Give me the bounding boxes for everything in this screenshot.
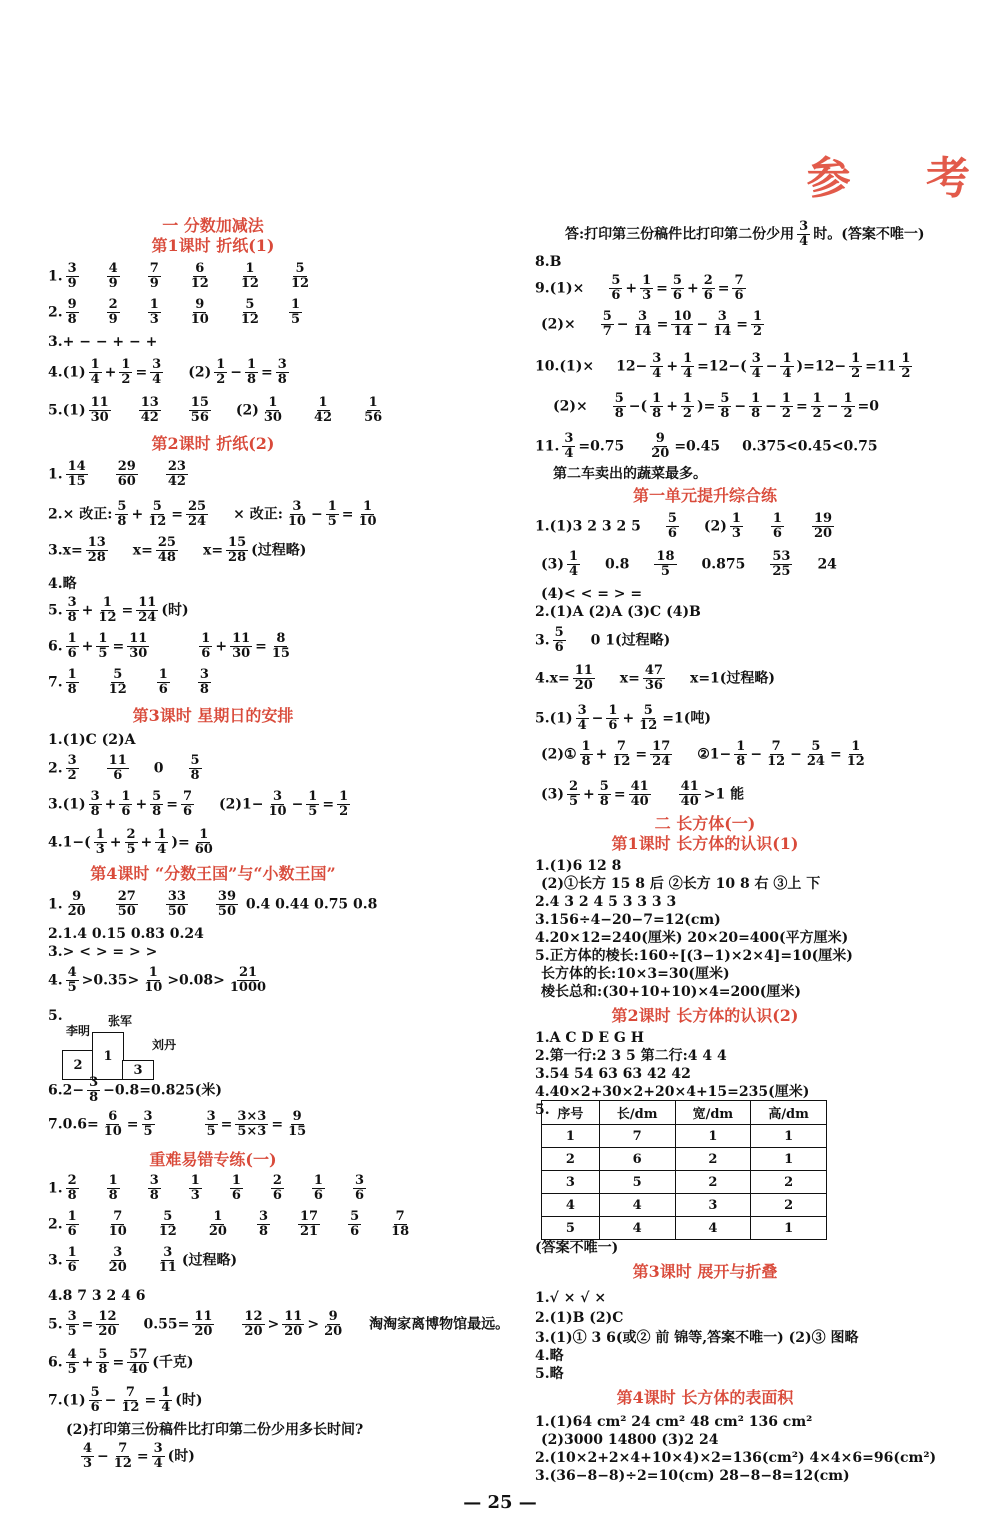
table-cell: 1 — [751, 1217, 827, 1240]
r-review-q2: 2.(1)A (2)A (3)C (4)B — [535, 604, 701, 620]
dimension-table — [541, 1100, 827, 1240]
l3-q3: 3.(1) $\frac{3}{8}$ + $\frac{1}{6}$ + $\frac{5}{8}$ = $\frac{7}{6}$ (2)1− $\frac{3}{10}$ − $\frac{1}{5}$ = $\frac{1}{2}$ — [48, 789, 349, 819]
c1-title: 第1课时 长方体的认识(1) — [611, 834, 799, 853]
drill-q7: 7.(1) $\frac{5}{6}$ − $\frac{7}{12}$ = $\frac{1}{4}$ (时) — [48, 1385, 203, 1415]
l2-q7: 7. $\frac{1}{8}$ $\frac{5}{12}$ $\frac{1}{6}$ $\frac{3}{8}$ — [48, 667, 209, 697]
table-cell: 1 — [675, 1125, 751, 1148]
page-number: — 25 — — [463, 1492, 537, 1513]
c2-title: 第2课时 长方体的认识(2) — [611, 1006, 799, 1025]
r-review-q5-2: (2)① $\frac{1}{8}$ + $\frac{7}{12}$ = $\frac{17}{24}$ ②1− $\frac{1}{8}$ − $\frac{7}{12}$ − $\frac{5}{24}$ = $\frac{1}{12}$ — [541, 739, 865, 769]
lesson2-title: 第2课时 折纸(2) — [151, 434, 275, 453]
podium-box: 1 — [92, 1032, 124, 1080]
l1-q2: 2. $\frac{9}{8}$ $\frac{2}{9}$ $\frac{1}{3}$ $\frac{9}{10}$ $\frac{5}{12}$ $\frac{1}{5}$ — [48, 297, 300, 327]
c4-q1: 1.(1)64 cm² 24 cm² 48 cm² 136 cm² — [535, 1414, 813, 1430]
table-cell: 4 — [675, 1217, 751, 1240]
table-cell: 2 — [675, 1148, 751, 1171]
l1-q1: 1. $\frac{3}{9}$ $\frac{4}{9}$ $\frac{7}{9}$ $\frac{6}{12}$ $\frac{1}{12}$ $\frac{5}{12}$ — [48, 261, 310, 291]
drill-q2: 2. $\frac{1}{6}$ $\frac{7}{10}$ $\frac{5}{12}$ $\frac{1}{20}$ $\frac{3}{8}$ $\frac{17}{21}$ $\frac{5}{6}$ $\frac{7}{18}$ — [48, 1209, 410, 1239]
l2-q1: 1. $\frac{14}{15}$ $\frac{29}{60}$ $\frac{23}{42}$ — [48, 459, 186, 489]
table-row — [542, 1125, 827, 1148]
c1-q5b: 长方体的长:10×3=30(厘米) — [541, 966, 730, 982]
table-header-row — [542, 1101, 827, 1125]
table-row — [542, 1148, 827, 1171]
drill-q7-2-calc: $\frac{4}{3}$ − $\frac{7}{12}$ = $\frac{3}{4}$ (时) — [83, 1441, 195, 1471]
r-review-q1-3: (3) $\frac{1}{4}$ 0.8 $\frac{18}{5}$ 0.875 $\frac{53}{25}$ 24 — [541, 549, 837, 579]
lesson1-title: 第1课时 折纸(1) — [151, 236, 275, 255]
r-review-q1-1: 1.(1)3 2 3 2 5 $\frac{5}{6}$ (2) $\frac{1}{3}$ $\frac{1}{6}$ $\frac{19}{20}$ — [535, 511, 833, 541]
c2-q4: 4.40×2+30×2+20×4+15=235(厘米) — [535, 1084, 810, 1100]
c1-q4: 4.20×12=240(厘米) 20×20=400(平方厘米) — [535, 930, 849, 946]
c2-q3: 3.54 54 63 63 42 42 — [535, 1066, 691, 1082]
c4-q3: 3.(36−8−8)÷2=10(cm) 28−8−8=12(cm) — [535, 1468, 850, 1484]
name-label: 李明 — [66, 1024, 91, 1038]
table-cell: 3 — [675, 1194, 751, 1217]
table-header: 宽/dm — [675, 1101, 751, 1125]
table-header: 高/dm — [751, 1101, 827, 1125]
l2-q4: 4.略 — [48, 576, 77, 592]
lesson4-title: 第4课时 “分数王国”与“小数王国” — [90, 864, 336, 883]
lesson3-title: 第3课时 星期日的安排 — [132, 706, 294, 725]
c3-q3: 3.(1)① 3 6(或② 前 锦等,答案不唯一) (2)③ 图略 — [535, 1330, 859, 1346]
l2-q3: 3.x= $\frac{13}{28}$ x= $\frac{25}{48}$ x= $\frac{15}{28}$ (过程略) — [48, 535, 307, 565]
podium-box: 3 — [122, 1060, 154, 1080]
r-review-q5-3: (3) $\frac{2}{5}$ + $\frac{5}{8}$ = $\frac{41}{40}$ $\frac{41}{40}$ >1 能 — [541, 779, 745, 809]
table-cell: 4 — [599, 1194, 675, 1217]
table-cell: 6 — [599, 1148, 675, 1171]
table-cell: 1 — [751, 1148, 827, 1171]
c1-q2: 2.4 3 2 4 5 3 3 3 3 — [535, 894, 677, 910]
l4-q6: 6.2− $\frac{3}{8}$ −0.8=0.825(米) — [48, 1075, 223, 1105]
table-cell: 1 — [542, 1125, 600, 1148]
r-q8: 8.B — [535, 254, 562, 270]
l1-q3: 3.+ − − + − + — [48, 334, 158, 350]
c2-q1: 1.A C D E G H — [535, 1030, 644, 1046]
page-banner: 参 考 — [806, 153, 1000, 204]
drill-title: 重难易错专练(一) — [149, 1150, 277, 1169]
c4-q2: 2.(10×2+2×4+10×4)×2=136(cm²) 4×4×6=96(cm²) — [535, 1450, 937, 1466]
l1-q4: 4.(1) $\frac{1}{4}$ + $\frac{1}{2}$ = $\frac{3}{4}$ (2) $\frac{1}{2}$ − $\frac{1}{8}$ = $\frac{3}{8}$ — [48, 357, 287, 387]
r-review-q5-1: 5.(1) $\frac{3}{4}$ − $\frac{1}{6}$ + $\frac{5}{12}$ =1(吨) — [535, 703, 711, 733]
l4-q4: 4. $\frac{4}{5}$ >0.35> $\frac{1}{10}$ >0.08> $\frac{21}{1000}$ — [48, 965, 267, 995]
l2-q5: 5. $\frac{3}{8}$ + $\frac{1}{12}$ = $\frac{11}{24}$ (时) — [48, 595, 189, 625]
review-title: 第一单元提升综合练 — [632, 486, 777, 505]
table-header: 序号 — [542, 1101, 600, 1125]
table-row — [542, 1194, 827, 1217]
r-review-q3: 3. $\frac{5}{6}$ 0 1(过程略) — [535, 625, 671, 655]
table-cell: 2 — [751, 1171, 827, 1194]
l3-q2: 2. $\frac{3}{2}$ $\frac{11}{6}$ 0 $\frac{5}{8}$ — [48, 753, 200, 783]
table-cell: 3 — [542, 1171, 600, 1194]
table-cell: 2 — [542, 1148, 600, 1171]
table-cell: 5 — [599, 1171, 675, 1194]
c3-q5: 5.略 — [535, 1366, 564, 1382]
c3-title: 第3课时 展开与折叠 — [632, 1262, 778, 1281]
c3-q4: 4.略 — [535, 1348, 564, 1364]
r-review-q1-4: (4)< < = > = — [541, 586, 643, 602]
r-q11-note: 第二车卖出的蔬菜最多。 — [553, 466, 707, 482]
table-cell: 4 — [599, 1217, 675, 1240]
drill-q5: 5. $\frac{3}{5}$ = $\frac{12}{20}$ 0.55= $\frac{11}{20}$ $\frac{12}{20}$ > $\frac{11}{20}$ > $\frac{9}{20}$ 淘淘家离博物馆最远。 — [48, 1309, 510, 1339]
r-q10-2: (2)× $\frac{5}{8}$ −( $\frac{1}{8}$ + $\frac{1}{2}$ )= $\frac{5}{8}$ − $\frac{1}{8}$ − $\frac{1}{2}$ = $\frac{1}{2}$ − $\frac{1}{2}$ =0 — [553, 391, 879, 421]
c1-q5a: 5.正方体的棱长:160÷[(3−1)×2×4]=10(厘米) — [535, 948, 853, 964]
l4-q1: 1. $\frac{9}{20}$ $\frac{27}{50}$ $\frac{33}{50}$ $\frac{39}{50}$ 0.4 0.44 0.75 0.8 — [48, 889, 378, 919]
drill-q6: 6. $\frac{4}{5}$ + $\frac{5}{8}$ = $\frac{57}{40}$ (千克) — [48, 1347, 194, 1377]
l3-q1: 1.(1)C (2)A — [48, 732, 136, 748]
r-top-answer: 答:打印第三份稿件比打印第二份少用 $\frac{3}{4}$ 时。(答案不唯一) — [565, 219, 925, 249]
l4-q7: 7.0.6= $\frac{6}{10}$ = $\frac{3}{5}$ $\frac{3}{5}$ = $\frac{3\times 3}{5\times 3}$ = $\frac{9}{15}$ — [48, 1109, 307, 1139]
r-q11: 11. $\frac{3}{4}$ =0.75 $\frac{9}{20}$ =0.45 0.375<0.45<0.75 — [535, 431, 878, 461]
table-cell: 2 — [751, 1194, 827, 1217]
table-cell: 2 — [675, 1171, 751, 1194]
podium-box: 2 — [62, 1050, 94, 1080]
drill-q7-2: (2)打印第三份稿件比打印第二份少用多长时间? — [66, 1422, 364, 1438]
table-row — [542, 1217, 827, 1240]
c4-q1b: (2)3000 14800 (3)2 24 — [541, 1432, 719, 1448]
table-row — [542, 1171, 827, 1194]
c4-title: 第4课时 长方体的表面积 — [616, 1388, 794, 1407]
l1-q5: 5.(1) $\frac{11}{30}$ $\frac{13}{42}$ $\frac{15}{56}$ (2) $\frac{1}{30}$ $\frac{1}{42}$ $\frac{1}{56}$ — [48, 395, 383, 425]
c2-q2: 2.第一行:2 3 5 第二行:4 4 4 — [535, 1048, 727, 1064]
r-q10-1: 10.(1)× 12− $\frac{3}{4}$ + $\frac{1}{4}$ =12−( $\frac{3}{4}$ − $\frac{1}{4}$ )=12− $\frac{1}{2}$ =11 $\frac{1}{2}$ — [535, 351, 911, 381]
r-q9-1: 9.(1)× $\frac{5}{6}$ + $\frac{1}{3}$ = $\frac{5}{6}$ + $\frac{2}{6}$ = $\frac{7}{6}$ — [535, 273, 744, 303]
c1-q1: 1.(1)6 12 8 — [535, 858, 622, 874]
unit1-title: 一 分数加减法 — [162, 216, 264, 235]
c1-q5c: 棱长总和:(30+10+10)×4=200(厘米) — [541, 984, 801, 1000]
table-cell: 1 — [751, 1125, 827, 1148]
l4-q5-label: 5. — [48, 1008, 63, 1024]
drill-q4: 4.8 7 3 2 4 6 — [48, 1288, 146, 1304]
table-cell: 7 — [599, 1125, 675, 1148]
l2-q6: 6. $\frac{1}{6}$ + $\frac{1}{5}$ = $\frac{11}{30}$ $\frac{1}{6}$ + $\frac{11}{30}$ = $\frac{8}{15}$ — [48, 631, 290, 661]
drill-q1: 1. $\frac{2}{8}$ $\frac{1}{8}$ $\frac{3}{8}$ $\frac{1}{3}$ $\frac{1}{6}$ $\frac{2}{6}$ $\frac{1}{6}$ $\frac{3}{6}$ — [48, 1173, 364, 1203]
drill-q3: 3. $\frac{1}{6}$ $\frac{3}{20}$ $\frac{3}{11}$ (过程略) — [48, 1245, 238, 1275]
r-q9-2: (2)× $\frac{5}{7}$ − $\frac{3}{14}$ = $\frac{10}{14}$ − $\frac{3}{14}$ = $\frac{1}{2}$ — [541, 309, 763, 339]
r-review-q4: 4.x= $\frac{11}{20}$ x= $\frac{47}{36}$ x=1(过程略) — [535, 663, 776, 693]
c1-q1b: (2)①长方 15 8 后 ②长方 10 8 右 ③上 下 — [541, 876, 821, 892]
name-label: 张军 — [108, 1014, 133, 1028]
l2-q2: 2.× 改正: $\frac{5}{8}$ + $\frac{5}{12}$ = $\frac{25}{24}$ × 改正: $\frac{3}{10}$ − $\frac{1}{5}$ = $\frac{1}{10}$ — [48, 499, 377, 529]
table-cell: 5 — [542, 1217, 600, 1240]
l4-q3: 3.> < > = > > — [48, 944, 158, 960]
c1-q3: 3.156÷4−20−7=12(cm) — [535, 912, 721, 928]
table-cell: 4 — [542, 1194, 600, 1217]
c3-q1: 1.√ × √ × — [535, 1290, 607, 1306]
c2-note: (答案不唯一) — [535, 1240, 619, 1256]
l4-q2: 2.1.4 0.15 0.83 0.24 — [48, 926, 204, 942]
c3-q2: 2.(1)B (2)C — [535, 1310, 624, 1326]
name-label: 刘丹 — [152, 1038, 177, 1052]
c2-q5: 5. — [535, 1102, 550, 1118]
l3-q4: 4.1−( $\frac{1}{3}$ + $\frac{2}{5}$ + $\frac{1}{4}$ )= $\frac{1}{60}$ — [48, 827, 213, 857]
unit2-title: 二 长方体(一) — [654, 814, 756, 833]
table-header: 长/dm — [599, 1101, 675, 1125]
